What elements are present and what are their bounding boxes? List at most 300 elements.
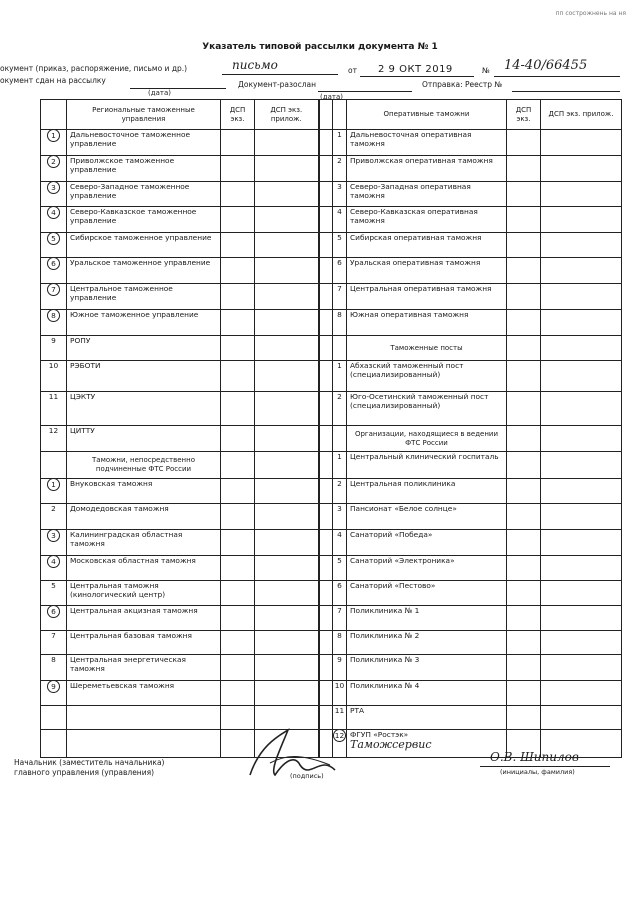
gap-cell [319, 258, 333, 284]
right-dsp-cell [507, 426, 541, 452]
table-row [41, 556, 622, 581]
right-dsp-cell [507, 655, 541, 681]
head-label [14, 758, 164, 778]
header-regional: Региональные таможенные управления [67, 100, 221, 130]
right-dsp-app-cell [541, 681, 622, 706]
right-recipient-text: Поликлиника № 1 [350, 606, 420, 615]
right-dsp-cell [507, 207, 541, 233]
left-dsp-app-cell [255, 284, 319, 310]
left-row-number [41, 182, 67, 207]
left-dsp-cell [221, 258, 255, 284]
circled-mark-icon: 3 [47, 530, 60, 543]
table-row [41, 310, 622, 336]
table-row [41, 182, 622, 207]
right-recipient-name [347, 310, 507, 336]
left-row-number [41, 706, 67, 730]
left-row-number [41, 452, 67, 479]
left-row-number [41, 479, 67, 504]
right-recipient-text: Приволжская оперативная таможня [350, 156, 493, 165]
right-dsp-cell [507, 706, 541, 730]
left-dsp-cell [221, 233, 255, 258]
left-recipient-name: Уральское таможенное управление [67, 258, 221, 284]
left-dsp-app-cell [255, 655, 319, 681]
dispatch-line [512, 91, 620, 92]
left-dsp-app-cell [255, 504, 319, 530]
left-dsp-app-cell [255, 182, 319, 207]
number-line [494, 76, 620, 77]
right-dsp-app-cell [541, 156, 622, 182]
document-title: Указатель типовой рассылки документа № 1 [202, 42, 438, 52]
left-recipient-name: Центральная базовая таможня [67, 631, 221, 655]
left-dsp-cell [221, 361, 255, 392]
signer-name: О.В. Шипилов [490, 750, 579, 764]
right-row-number: 5 [333, 556, 347, 581]
left-recipient-name: Центральное таможенное управление [67, 284, 221, 310]
right-row-number [333, 426, 347, 452]
right-row-number: 8 [333, 310, 347, 336]
doc-date-stamp: 2 9 ОКТ 2019 [378, 64, 453, 75]
left-dsp-cell [221, 504, 255, 530]
right-recipient-text: Сибирская оперативная таможня [350, 233, 482, 242]
left-dsp-app-cell [255, 479, 319, 504]
left-recipient-name: Северо-Кавказское таможенное управление [67, 207, 221, 233]
right-row-number: 7 [333, 284, 347, 310]
right-row-number: 2 [333, 156, 347, 182]
left-dsp-cell [221, 426, 255, 452]
left-dsp-cell [221, 556, 255, 581]
left-recipient-name: Сибирское таможенное управление [67, 233, 221, 258]
left-dsp-cell [221, 310, 255, 336]
left-dsp-cell [221, 392, 255, 426]
header-operational: Оперативные таможни [347, 100, 507, 130]
date-from-label: от [348, 66, 357, 75]
right-recipient-name [347, 479, 507, 504]
left-dsp-app-cell [255, 258, 319, 284]
table-row [41, 392, 622, 426]
right-dsp-app-cell [541, 631, 622, 655]
right-dsp-app-cell [541, 284, 622, 310]
right-dsp-cell [507, 479, 541, 504]
right-recipient-name [347, 530, 507, 556]
sender-date-sub: (дата) [320, 93, 343, 101]
gap-cell [319, 426, 333, 452]
sender-date-line [318, 91, 412, 92]
sent-date-line [130, 88, 226, 89]
table-row [41, 606, 622, 631]
left-recipient-name: Калининградская областная таможня [67, 530, 221, 556]
right-dsp-cell [507, 361, 541, 392]
gap-cell [319, 392, 333, 426]
left-dsp-app-cell [255, 361, 319, 392]
left-row-number: 10 [41, 361, 67, 392]
right-recipient-text: Центральная поликлиника [350, 479, 456, 488]
table-row [41, 655, 622, 681]
left-dsp-cell [221, 182, 255, 207]
right-row-number: 8 [333, 631, 347, 655]
right-dsp-app-cell [541, 310, 622, 336]
table-row [41, 207, 622, 233]
date-line [360, 76, 474, 77]
gap-cell [319, 655, 333, 681]
dispatch-label: Отправка: Реестр № [422, 80, 503, 89]
left-dsp-cell [221, 336, 255, 361]
right-dsp-cell [507, 233, 541, 258]
right-dsp-app-cell [541, 130, 622, 156]
doc-type-value: письмо [232, 58, 278, 72]
circled-mark-icon: 12 [334, 731, 345, 740]
right-dsp-cell [507, 130, 541, 156]
right-dsp-cell [507, 606, 541, 631]
gap-cell [319, 681, 333, 706]
right-recipient-name [347, 681, 507, 706]
right-recipient-name [347, 284, 507, 310]
left-row-number [41, 284, 67, 310]
left-recipient-name: Дальневосточное таможенное управление [67, 130, 221, 156]
left-dsp-app-cell [255, 130, 319, 156]
right-dsp-cell [507, 581, 541, 606]
right-recipient-text: РТА [350, 706, 365, 715]
left-recipient-name: Центральная акцизная таможня [67, 606, 221, 631]
header-dsp: ДСП экз. [221, 100, 255, 130]
right-recipient-text: Санаторий «Электроника» [350, 556, 455, 565]
corner-header-text: пп сострожнень на ня [555, 10, 626, 17]
left-recipient-name: ЦИТТУ [67, 426, 221, 452]
left-dsp-cell [221, 479, 255, 504]
right-dsp-app-cell [541, 530, 622, 556]
right-recipient-text: Абхазский таможенный пост (специализированный) [350, 361, 464, 379]
left-dsp-app-cell [255, 207, 319, 233]
right-recipient-text: Пансионат «Белое солнце» [350, 504, 457, 513]
left-recipient-name: Центральная таможня (кинологический центр) [67, 581, 221, 606]
left-dsp-app-cell [255, 233, 319, 258]
gap-cell [319, 479, 333, 504]
right-dsp-cell [507, 452, 541, 479]
left-dsp-cell [221, 530, 255, 556]
table-row [41, 233, 622, 258]
right-dsp-cell [507, 556, 541, 581]
left-recipient-name [67, 730, 221, 758]
circled-mark-icon: 4 [47, 207, 60, 220]
left-row-number [41, 258, 67, 284]
right-recipient-name [347, 182, 507, 207]
right-recipient-text: Юго-Осетинский таможенный пост (специализированный) [350, 392, 489, 410]
right-recipient-name [347, 207, 507, 233]
right-row-number: 10 [333, 681, 347, 706]
right-row-number: 3 [333, 504, 347, 530]
table-row [41, 681, 622, 706]
left-row-number: 9 [41, 336, 67, 361]
left-dsp-cell [221, 130, 255, 156]
right-row-number: 4 [333, 530, 347, 556]
gap-cell [319, 606, 333, 631]
header-r-dsp: ДСП экз. [507, 100, 541, 130]
right-recipient-name [347, 504, 507, 530]
left-dsp-app-cell [255, 310, 319, 336]
right-row-number: 2 [333, 479, 347, 504]
gap-cell [319, 182, 333, 207]
right-recipient-text: Дальневосточная оперативная таможня [350, 130, 472, 148]
left-recipient-name: Московская областная таможня [67, 556, 221, 581]
table-row [41, 479, 622, 504]
right-dsp-cell [507, 530, 541, 556]
right-dsp-app-cell [541, 606, 622, 631]
left-section-title: Таможни, непосредственно подчиненные ФТС России [67, 452, 221, 479]
left-row-number [41, 233, 67, 258]
table-row [41, 284, 622, 310]
circled-mark-icon: 1 [47, 479, 60, 492]
right-dsp-app-cell [541, 479, 622, 504]
circled-mark-icon: 4 [47, 556, 60, 569]
right-recipient-name [347, 631, 507, 655]
right-dsp-cell [507, 392, 541, 426]
right-recipient-name [347, 233, 507, 258]
head-label-line2: главного управления (управления) [14, 768, 155, 777]
doc-sender-label: Документ-разослан [238, 80, 317, 89]
right-recipient-name [347, 452, 507, 479]
table-row [41, 258, 622, 284]
right-section-title [347, 336, 507, 361]
table-row [41, 581, 622, 606]
circled-mark-icon: 1 [47, 130, 60, 143]
doc-type-label: окумент (приказ, распоряжение, письмо и др.) [0, 64, 188, 73]
doc-number-label: № [482, 66, 490, 75]
signer-name-sub: (инициалы, фамилия) [500, 768, 575, 776]
right-row-number: 6 [333, 581, 347, 606]
right-dsp-app-cell [541, 706, 622, 730]
circled-mark-icon: 3 [47, 182, 60, 195]
sent-date-sub: (дата) [148, 89, 171, 97]
left-dsp-app-cell [255, 426, 319, 452]
circled-mark-icon: 7 [47, 284, 60, 297]
left-row-number: 8 [41, 655, 67, 681]
left-row-number: 11 [41, 392, 67, 426]
right-dsp-cell [507, 182, 541, 207]
header-r-dsp-app: ДСП экз. прилож. [541, 100, 622, 130]
table-header-row [41, 100, 622, 130]
gap-cell [319, 530, 333, 556]
left-row-number [41, 310, 67, 336]
table-row [41, 426, 622, 452]
gap-cell [319, 284, 333, 310]
left-dsp-cell [221, 581, 255, 606]
right-row-number: 11 [333, 706, 347, 730]
left-dsp-app-cell [255, 681, 319, 706]
left-dsp-app-cell [255, 606, 319, 631]
right-recipient-text: Центральный клинический госпиталь [350, 452, 499, 461]
left-row-number: 12 [41, 426, 67, 452]
right-dsp-app-cell [541, 556, 622, 581]
right-dsp-app-cell [541, 233, 622, 258]
right-recipient-name [347, 556, 507, 581]
left-dsp-cell [221, 655, 255, 681]
left-dsp-cell [221, 452, 255, 479]
right-dsp-app-cell [541, 336, 622, 361]
gap-cell [319, 452, 333, 479]
table-row [41, 504, 622, 530]
right-recipient-text: Поликлиника № 2 [350, 631, 420, 640]
left-recipient-name: Южное таможенное управление [67, 310, 221, 336]
doc-sent-label: окумент сдан на рассылку [0, 76, 106, 85]
gap-cell [319, 207, 333, 233]
right-recipient-name [347, 706, 507, 730]
left-row-number [41, 681, 67, 706]
right-recipient-text: Поликлиника № 4 [350, 681, 420, 690]
right-dsp-app-cell [541, 207, 622, 233]
right-dsp-app-cell [541, 504, 622, 530]
gap-cell [319, 631, 333, 655]
right-recipient-text: Санаторий «Победа» [350, 530, 433, 539]
left-recipient-name [67, 706, 221, 730]
gap-cell [319, 130, 333, 156]
right-dsp-app-cell [541, 392, 622, 426]
left-dsp-cell [221, 156, 255, 182]
left-recipient-name: РОПУ [67, 336, 221, 361]
left-dsp-app-cell [255, 336, 319, 361]
left-row-number [41, 156, 67, 182]
right-row-number: 4 [333, 207, 347, 233]
left-row-number [41, 130, 67, 156]
right-dsp-cell [507, 631, 541, 655]
right-recipient-name [347, 130, 507, 156]
gap-cell [319, 361, 333, 392]
doc-number-value: 14-40/66455 [504, 58, 588, 73]
right-dsp-app-cell [541, 452, 622, 479]
right-recipient-text: Северо-Западная оперативная таможня [350, 182, 471, 200]
header-dsp-app: ДСП экз. прилож. [255, 100, 319, 130]
right-recipient-text: Уральская оперативная таможня [350, 258, 481, 267]
right-row-number: 2 [333, 392, 347, 426]
left-dsp-app-cell [255, 156, 319, 182]
table-row [41, 530, 622, 556]
left-dsp-app-cell [255, 452, 319, 479]
left-recipient-name: Приволжское таможенное управление [67, 156, 221, 182]
right-dsp-app-cell [541, 258, 622, 284]
left-dsp-app-cell [255, 392, 319, 426]
left-row-number [41, 730, 67, 758]
left-row-number [41, 207, 67, 233]
left-dsp-cell [221, 606, 255, 631]
gap-cell [319, 581, 333, 606]
left-dsp-cell [221, 207, 255, 233]
left-dsp-app-cell [255, 581, 319, 606]
right-dsp-app-cell [541, 426, 622, 452]
right-recipient-text: ФГУП «Ростэк» [350, 730, 409, 739]
doc-type-line [222, 74, 338, 75]
left-row-number: 7 [41, 631, 67, 655]
distribution-table [40, 99, 622, 758]
table-row [41, 452, 622, 479]
right-row-number: 5 [333, 233, 347, 258]
left-dsp-app-cell [255, 631, 319, 655]
circled-mark-icon: 5 [47, 233, 60, 246]
right-recipient-text: Таможенные посты [390, 343, 463, 352]
right-recipient-name [347, 581, 507, 606]
right-dsp-app-cell [541, 182, 622, 207]
left-recipient-name: ЦЭКТУ [67, 392, 221, 426]
left-recipient-name: Центральная энергетическая таможня [67, 655, 221, 681]
left-recipient-name: Северо-Западное таможенное управление [67, 182, 221, 207]
gap-cell [319, 310, 333, 336]
gap-cell [319, 556, 333, 581]
gap-cell [319, 233, 333, 258]
circled-mark-icon: 9 [47, 681, 60, 694]
right-row-number: 9 [333, 655, 347, 681]
right-row-number: 1 [333, 130, 347, 156]
right-recipient-text: Санаторий «Пестово» [350, 581, 436, 590]
left-row-number [41, 606, 67, 631]
left-recipient-name: Шереметьевская таможня [67, 681, 221, 706]
left-recipient-name: Домодедовская таможня [67, 504, 221, 530]
table-row [41, 336, 622, 361]
right-recipient-name [347, 655, 507, 681]
right-recipient-name [347, 606, 507, 631]
right-dsp-app-cell [541, 581, 622, 606]
right-recipient-name [347, 361, 507, 392]
circled-mark-icon: 8 [47, 310, 60, 323]
right-dsp-cell [507, 258, 541, 284]
circled-mark-icon: 6 [47, 258, 60, 271]
left-recipient-name: Внуковская таможня [67, 479, 221, 504]
right-row-number: 1 [333, 452, 347, 479]
gap-cell [319, 504, 333, 530]
left-row-number [41, 530, 67, 556]
handwritten-addition: Таможсервис [350, 738, 432, 751]
right-row-number [333, 336, 347, 361]
right-dsp-cell [507, 336, 541, 361]
left-row-number: 2 [41, 504, 67, 530]
right-row-number: 7 [333, 606, 347, 631]
left-recipient-name: РЭБОТИ [67, 361, 221, 392]
right-dsp-cell [507, 156, 541, 182]
gap-cell [319, 156, 333, 182]
right-dsp-app-cell [541, 655, 622, 681]
right-recipient-name [347, 392, 507, 426]
right-recipient-text: Центральная оперативная таможня [350, 284, 492, 293]
left-dsp-app-cell [255, 556, 319, 581]
right-recipient-name [347, 156, 507, 182]
table-row [41, 130, 622, 156]
right-row-number: 3 [333, 182, 347, 207]
left-dsp-cell [221, 284, 255, 310]
left-dsp-cell [221, 681, 255, 706]
right-recipient-text: Организации, находящиеся в ведении ФТС России [354, 429, 499, 447]
left-row-number: 5 [41, 581, 67, 606]
right-row-number: 1 [333, 361, 347, 392]
circled-mark-icon: 2 [47, 156, 60, 169]
right-dsp-cell [507, 681, 541, 706]
right-recipient-text: Поликлиника № 3 [350, 655, 420, 664]
left-row-number [41, 556, 67, 581]
right-dsp-app-cell [541, 361, 622, 392]
signer-name-line [480, 766, 610, 767]
right-dsp-cell [507, 504, 541, 530]
right-row-number: 6 [333, 258, 347, 284]
right-recipient-text: Южная оперативная таможня [350, 310, 469, 319]
head-label-line1: Начальник (заместитель начальника) [14, 758, 165, 767]
right-recipient-name [347, 258, 507, 284]
right-dsp-cell [507, 310, 541, 336]
right-section-title [347, 426, 507, 452]
left-dsp-cell [221, 631, 255, 655]
gap-cell [319, 336, 333, 361]
left-dsp-app-cell [255, 530, 319, 556]
table-row [41, 631, 622, 655]
table-row [41, 156, 622, 182]
circled-mark-icon: 6 [47, 606, 60, 619]
right-recipient-text: Северо-Кавказская оперативная таможня [350, 207, 478, 225]
right-dsp-cell [507, 284, 541, 310]
table-row [41, 361, 622, 392]
